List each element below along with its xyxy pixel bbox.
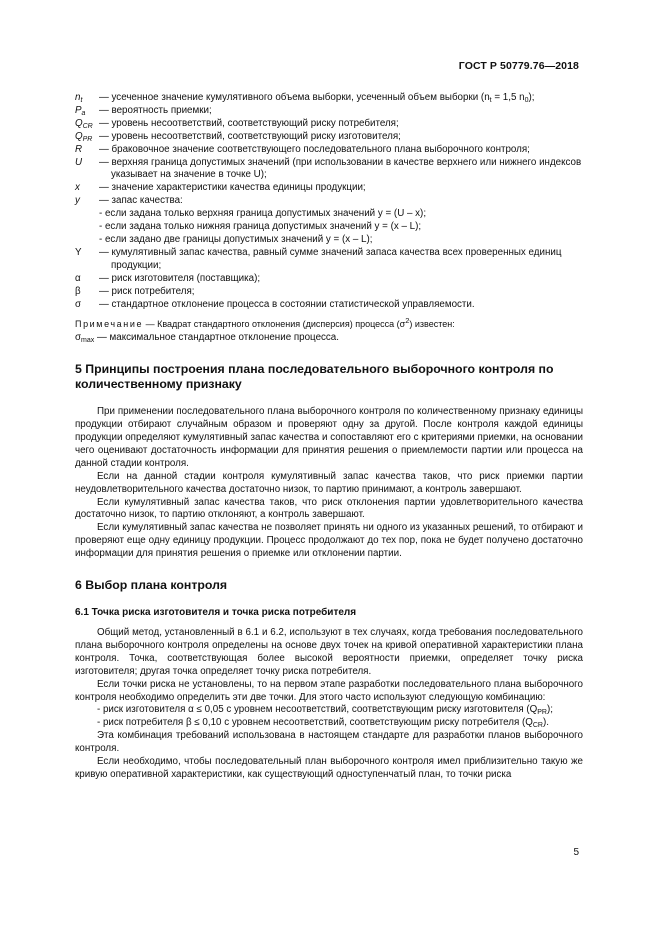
symbol-subscript: PR xyxy=(82,135,93,143)
symbol: y xyxy=(75,195,80,207)
sigma-max-line xyxy=(75,332,583,345)
symbol-subscript: t xyxy=(80,97,83,104)
note-label: Примечание xyxy=(75,319,144,330)
definition-row xyxy=(75,105,583,118)
symbol: Y xyxy=(75,246,82,258)
paragraph: Общий метод, установленный в 6.1 и 6.2, используют в тех случаях, когда требования последовательного плана выборочного контроля определены на основе двух точек на кривой оперативной характеристики плана контроля. Точка, соответствующая более высокой вероятности приемки, определяет точку риска изготовителя; другая точка определяет точку риска потребителя. xyxy=(75,627,583,677)
symbol: P xyxy=(75,104,82,116)
definition-row xyxy=(75,195,583,208)
note xyxy=(75,315,583,331)
definition-text-end: ); xyxy=(528,92,535,103)
definition-row xyxy=(75,182,583,195)
bullet-subscript: PR xyxy=(537,709,547,717)
bullet-text: - риск потребителя β ≤ 0,10 с уровнем несоответствий, соответствующим риску потребителя (Q xyxy=(97,717,533,729)
definition-row xyxy=(75,144,583,157)
y-subitem: - если задана только нижняя граница допустимых значений y = (x – L); xyxy=(99,221,422,233)
paragraph: Если на данной стадии контроля кумулятивный запас качества таков, что риск приемки партии неудовлетворительного качества достаточно низок, то партию принимают, а контроль завершают. xyxy=(75,470,583,495)
definition-text: — риск потребителя; xyxy=(99,285,195,297)
page-content xyxy=(75,92,583,782)
bullet-tail: ); xyxy=(546,704,553,716)
definition-row xyxy=(75,247,583,273)
section-6-title: 6 Выбор плана контроля xyxy=(75,578,228,593)
definition-text: — уровень несоответствий, соответствующий риску потребителя; xyxy=(99,117,399,129)
note-superscript: 2 xyxy=(405,316,410,326)
symbol-subscript: a xyxy=(81,109,86,117)
definition-text: — риск изготовителя (поставщика); xyxy=(99,272,261,284)
definition-row xyxy=(75,299,583,312)
symbol: x xyxy=(75,182,80,194)
symbol: U xyxy=(75,156,83,168)
definition-row xyxy=(75,131,583,144)
symbol: σ xyxy=(75,298,82,310)
definition-row xyxy=(75,273,583,286)
symbol: Q xyxy=(75,130,83,142)
bullet-subscript: CR xyxy=(532,722,543,730)
note-text: — Квадрат стандартного отклонения (дисперсия) процесса (σ xyxy=(143,319,406,330)
symbol: R xyxy=(75,143,83,155)
y-subitem: - если задано две границы допустимых значений y = (x – L); xyxy=(99,233,373,245)
symbol: α xyxy=(75,272,81,284)
definition-text: — уровень несоответствий, соответствующий риску изготовителя; xyxy=(99,130,401,142)
paragraph: Если кумулятивный запас качества таков, что риск отклонения партии удовлетворительного качества достаточно низок, то партию отклоняют, а контроль завершают. xyxy=(75,496,583,521)
definition-text: — значение характеристики качества единицы продукции; xyxy=(99,182,366,194)
definition-text: — вероятность приемки; xyxy=(99,104,212,116)
note-tail: ) известен: xyxy=(409,319,455,330)
symbol: β xyxy=(75,285,81,297)
symbol: n xyxy=(75,92,81,103)
symbol: σ xyxy=(75,332,82,344)
definition-row xyxy=(75,157,583,183)
paragraph: Если кумулятивный запас качества не позволяет принять ни одного из указанных решений, то отбирают и проверяют еще одну единицу продукции. Процесс продолжают до тех пор, пока не будет получено достаточно информации для принятия решения о приемке или отклонении партии. xyxy=(75,522,583,560)
subsection-6-1-title: 6.1 Точка риска изготовителя и точка риска потребителя xyxy=(75,607,357,619)
symbol-definitions xyxy=(75,92,583,345)
definition-text: — запас качества: xyxy=(99,195,183,207)
definition-text: — усеченное значение кумулятивного объема выборки, усеченный объем выборки (n xyxy=(99,92,490,103)
symbol: Q xyxy=(75,117,83,129)
definition-text: — стандартное отклонение процесса в состоянии статистической управляемости. xyxy=(99,298,475,310)
y-subitem: - если задана только верхняя граница допустимых значений y = (U – x); xyxy=(99,208,427,220)
definition-row xyxy=(75,118,583,131)
definition-text: — браковочное значение соответствующего последовательного плана выборочного контроля; xyxy=(99,143,530,155)
definition-text: — верхняя граница допустимых значений (при использовании в качестве верхнего или нижнего индексов указывает на значение в точке U); xyxy=(99,156,582,181)
definition-row xyxy=(75,286,583,299)
paragraph: Эта комбинация требований использована в настоящем стандарте для разработки планов выборочного контроля. xyxy=(75,730,583,755)
definition-subscript: t xyxy=(489,97,492,104)
symbol-subscript: max xyxy=(81,337,95,345)
definition-row xyxy=(75,92,583,105)
definition-text-tail: = 1,5 n xyxy=(491,92,525,103)
definition-subscript-2: 0 xyxy=(524,97,529,104)
bullet-item xyxy=(75,717,583,730)
paragraph: При применении последовательного плана выборочного контроля по количественному признаку единицы продукции отбирают случайным образом и проверяют одну за другой. После контроля каждой единицы продукции определяют кумулятивный запас качества и сопоставляют его с критериями приемки, на основании чего оценивают достаточность информации для принятия решения о приемлемости партии или процесса на данной стадии контроля. xyxy=(75,406,583,469)
bullet-text: - риск изготовителя α ≤ 0,05 с уровнем несоответствий, соответствующим риску изготовителя (Q xyxy=(97,704,538,716)
document-id: ГОСТ Р 50779.76—2018 xyxy=(458,60,579,72)
bullet-item xyxy=(75,704,583,717)
paragraph: Если точки риска не установлены, то на первом этапе разработки последовательного плана выборочного контроля необходимо определить эти две точки. Для этого часто используют следующую комбинацию: xyxy=(75,678,583,703)
page-number: 5 xyxy=(573,847,579,858)
bullet-tail: ). xyxy=(543,717,549,729)
section-5-title: 5 Принципы построения плана последовательного выборочного контроля по количественному признаку xyxy=(75,362,554,392)
definition-text: — кумулятивный запас качества, равный сумме значений запаса качества всех проверенных единиц продукции; xyxy=(99,246,562,271)
symbol-subscript: CR xyxy=(82,122,93,130)
definition-text: — максимальное стандартное отклонение процесса. xyxy=(94,332,339,344)
paragraph: Если необходимо, чтобы последовательный план выборочного контроля имел приблизительно такую же кривую оперативной характеристики, как существующий одноступенчатый план, то точки риска xyxy=(75,756,583,780)
